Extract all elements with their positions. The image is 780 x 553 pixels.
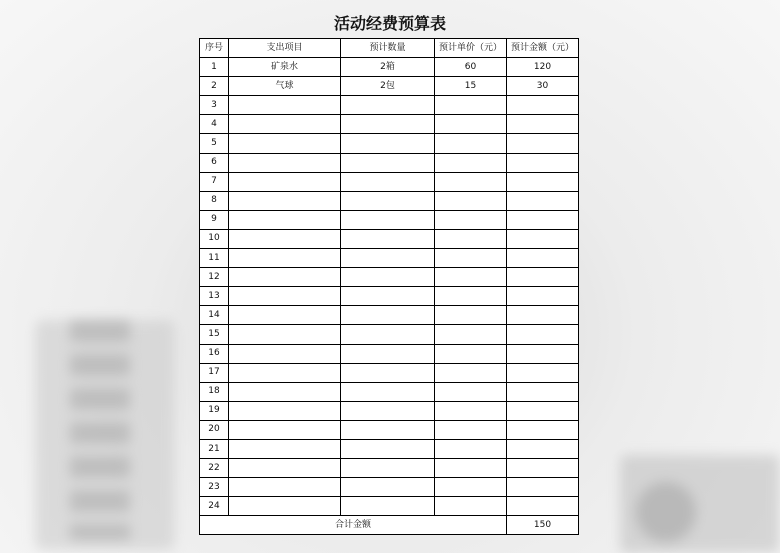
cell-no: 4 (200, 115, 229, 134)
cell-price (435, 210, 507, 229)
table-row (200, 229, 579, 248)
background-blurred-dial (636, 482, 696, 542)
table-row (200, 478, 579, 497)
cell-amount (507, 344, 579, 363)
table-row (200, 210, 579, 229)
cell-item: 气球 (229, 77, 341, 96)
cell-amount (507, 249, 579, 268)
cell-no: 17 (200, 363, 229, 382)
cell-qty (341, 459, 435, 478)
cell-price (435, 306, 507, 325)
cell-item (229, 382, 341, 401)
cell-no: 14 (200, 306, 229, 325)
total-label: 合计金额 (200, 516, 507, 535)
header-cell-qty: 预计数量 (341, 39, 435, 58)
cell-item (229, 229, 341, 248)
table-row (200, 382, 579, 401)
cell-amount (507, 229, 579, 248)
cell-item (229, 344, 341, 363)
cell-qty (341, 439, 435, 458)
cell-amount (507, 478, 579, 497)
background-blurred-text (70, 320, 130, 540)
cell-price (435, 115, 507, 134)
table-row (200, 497, 579, 516)
cell-no: 18 (200, 382, 229, 401)
cell-price: 60 (435, 58, 507, 77)
cell-amount (507, 153, 579, 172)
cell-qty (341, 96, 435, 115)
cell-no: 24 (200, 497, 229, 516)
cell-no: 16 (200, 344, 229, 363)
table-row (200, 268, 579, 287)
cell-price (435, 401, 507, 420)
cell-item (229, 401, 341, 420)
cell-price (435, 153, 507, 172)
cell-qty (341, 191, 435, 210)
cell-item (229, 172, 341, 191)
cell-no: 23 (200, 478, 229, 497)
cell-no: 2 (200, 77, 229, 96)
cell-qty (341, 268, 435, 287)
cell-no: 21 (200, 439, 229, 458)
cell-qty (341, 478, 435, 497)
cell-price: 15 (435, 77, 507, 96)
cell-no: 9 (200, 210, 229, 229)
cell-price (435, 134, 507, 153)
cell-amount (507, 439, 579, 458)
table-row (200, 459, 579, 478)
cell-no: 8 (200, 191, 229, 210)
table-row (200, 401, 579, 420)
table-row (200, 287, 579, 306)
cell-no: 1 (200, 58, 229, 77)
cell-qty (341, 210, 435, 229)
cell-qty: 2包 (341, 77, 435, 96)
table-row (200, 77, 579, 96)
cell-item (229, 459, 341, 478)
table-row (200, 153, 579, 172)
budget-sheet (199, 38, 578, 535)
cell-qty (341, 306, 435, 325)
cell-price (435, 497, 507, 516)
cell-qty (341, 382, 435, 401)
table-row (200, 96, 579, 115)
cell-item (229, 497, 341, 516)
cell-item (229, 115, 341, 134)
table-row (200, 420, 579, 439)
header-cell-item: 支出项目 (229, 39, 341, 58)
table-row (200, 58, 579, 77)
budget-table (199, 38, 579, 535)
cell-qty (341, 401, 435, 420)
cell-no: 12 (200, 268, 229, 287)
header-cell-amount: 预计金额（元） (507, 39, 579, 58)
cell-no: 11 (200, 249, 229, 268)
cell-qty (341, 134, 435, 153)
cell-price (435, 229, 507, 248)
table-row (200, 191, 579, 210)
cell-qty (341, 325, 435, 344)
cell-amount (507, 96, 579, 115)
cell-qty (341, 287, 435, 306)
cell-amount (507, 420, 579, 439)
cell-amount (507, 306, 579, 325)
cell-amount (507, 287, 579, 306)
cell-qty: 2箱 (341, 58, 435, 77)
table-header-row (200, 39, 579, 58)
cell-no: 6 (200, 153, 229, 172)
cell-price (435, 382, 507, 401)
cell-price (435, 420, 507, 439)
cell-no: 22 (200, 459, 229, 478)
table-row (200, 439, 579, 458)
cell-item (229, 153, 341, 172)
cell-item (229, 210, 341, 229)
cell-amount (507, 115, 579, 134)
cell-price (435, 344, 507, 363)
cell-amount (507, 401, 579, 420)
cell-qty (341, 249, 435, 268)
cell-amount (507, 325, 579, 344)
cell-price (435, 287, 507, 306)
total-row (200, 516, 579, 535)
total-value: 150 (507, 516, 579, 535)
cell-amount (507, 172, 579, 191)
table-row (200, 249, 579, 268)
cell-no: 3 (200, 96, 229, 115)
cell-no: 19 (200, 401, 229, 420)
cell-qty (341, 420, 435, 439)
cell-no: 7 (200, 172, 229, 191)
cell-item (229, 325, 341, 344)
cell-qty (341, 153, 435, 172)
cell-item (229, 96, 341, 115)
table-row (200, 325, 579, 344)
cell-amount (507, 191, 579, 210)
cell-item (229, 478, 341, 497)
cell-item: 矿泉水 (229, 58, 341, 77)
cell-amount (507, 268, 579, 287)
header-cell-price: 预计单价（元） (435, 39, 507, 58)
cell-item (229, 306, 341, 325)
cell-qty (341, 497, 435, 516)
cell-item (229, 249, 341, 268)
cell-price (435, 363, 507, 382)
cell-item (229, 134, 341, 153)
cell-item (229, 363, 341, 382)
cell-item (229, 439, 341, 458)
cell-item (229, 268, 341, 287)
table-row (200, 115, 579, 134)
cell-amount (507, 497, 579, 516)
cell-qty (341, 115, 435, 134)
cell-price (435, 249, 507, 268)
cell-price (435, 172, 507, 191)
cell-no: 20 (200, 420, 229, 439)
cell-qty (341, 363, 435, 382)
cell-amount (507, 459, 579, 478)
cell-no: 15 (200, 325, 229, 344)
cell-no: 5 (200, 134, 229, 153)
cell-price (435, 325, 507, 344)
cell-price (435, 439, 507, 458)
cell-qty (341, 229, 435, 248)
cell-price (435, 268, 507, 287)
header-cell-no: 序号 (200, 39, 229, 58)
cell-amount: 30 (507, 77, 579, 96)
table-row (200, 363, 579, 382)
document-title: 活动经费预算表 (333, 14, 446, 33)
cell-amount (507, 363, 579, 382)
cell-price (435, 96, 507, 115)
cell-item (229, 287, 341, 306)
table-row (200, 172, 579, 191)
cell-no: 13 (200, 287, 229, 306)
cell-no: 10 (200, 229, 229, 248)
table-row (200, 134, 579, 153)
cell-amount (507, 134, 579, 153)
cell-item (229, 420, 341, 439)
cell-amount (507, 210, 579, 229)
table-row (200, 344, 579, 363)
cell-amount (507, 382, 579, 401)
table-body (200, 58, 579, 516)
cell-amount: 120 (507, 58, 579, 77)
table-row (200, 306, 579, 325)
cell-qty (341, 344, 435, 363)
cell-item (229, 191, 341, 210)
cell-price (435, 191, 507, 210)
cell-price (435, 478, 507, 497)
cell-qty (341, 172, 435, 191)
cell-price (435, 459, 507, 478)
